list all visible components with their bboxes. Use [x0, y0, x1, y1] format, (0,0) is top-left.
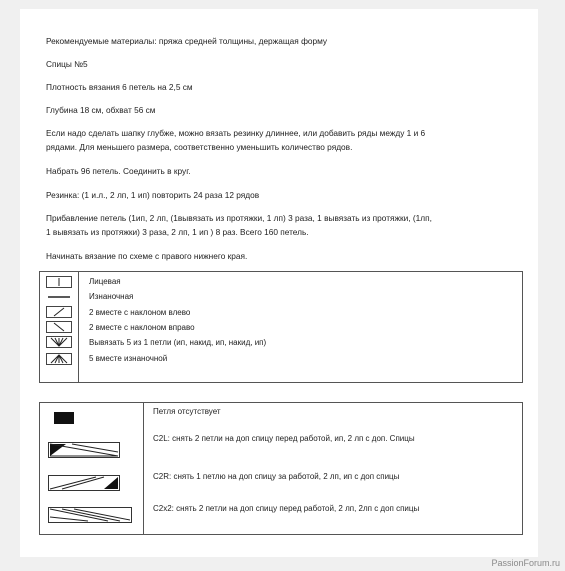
start-line: Начинать вязание по схеме с правого нижнего края.: [46, 251, 248, 261]
cast-on-line: Набрать 96 петель. Соединить в круг.: [46, 166, 191, 176]
c2r-label: C2R: снять 1 петлю на доп спицу за работой, 2 лп, ип с доп спицы: [153, 472, 400, 481]
purl-symbol-icon: [46, 291, 72, 303]
legend-purl: Изнаночная: [89, 292, 134, 301]
needles-line: Спицы №5: [46, 59, 88, 69]
legend-knit: Лицевая: [89, 277, 121, 286]
cable-legend: [39, 402, 523, 535]
c2r-cable-icon: [48, 475, 120, 491]
materials-line: Рекомендуемые материалы: пряжа средней толщины, держащая форму: [46, 36, 328, 46]
legend-five-from-one: Вывязать 5 из 1 петли (ип, накид, ип, накид, ип): [89, 338, 267, 347]
c2x2-cable-icon: [48, 507, 132, 523]
increase-line-1: Прибавление петель (1ип, 2 лп, (1вывязать из протяжки, 1 лп) 3 раза, 1 вывязать из протяжки, (1лп,: [46, 213, 432, 223]
five-from-one-symbol-icon: [46, 336, 72, 348]
increase-line-2: 1 вывязать из протяжки) 3 раза, 2 лп, 1 ип ) 8 раз. Всего 160 петель.: [46, 227, 309, 237]
c2l-label: C2L: снять 2 петли на доп спицу перед работой, ип, 2 лп с доп. Спицы: [153, 434, 415, 443]
legend-five-together-purl: 5 вместе изнаночной: [89, 354, 168, 363]
ribbing-line: Резинка: (1 и.л., 2 лп, 1 ип) повторить 24 раза 12 рядов: [46, 190, 260, 200]
k2tog-left-symbol-icon: [46, 306, 72, 318]
note-line-1: Если надо сделать шапку глубже, можно вязать резинку длиннее, или добавить ряды между 1 и 6: [46, 128, 426, 138]
c2l-cable-icon: [48, 442, 120, 458]
k2tog-right-symbol-icon: [46, 321, 72, 333]
knit-symbol-icon: [46, 276, 72, 288]
legend-k2tog-left: 2 вместе с наклоном влево: [89, 308, 191, 317]
size-line: Глубина 18 см, обхват 56 см: [46, 105, 156, 115]
watermark: PassionForum.ru: [491, 558, 560, 568]
no-stitch-icon: [54, 412, 74, 424]
legend-symbols-column: [40, 272, 79, 382]
c2x2-label: C2x2: снять 2 петли на доп спицу перед работой, 2 лп, 2лп с доп спицы: [153, 504, 420, 513]
five-together-purl-symbol-icon: [46, 353, 72, 365]
legend-k2tog-right: 2 вместе с наклоном вправо: [89, 323, 195, 332]
gauge-line: Плотность вязания 6 петель на 2,5 см: [46, 82, 193, 92]
note-line-2: рядами. Для меньшего размера, соответственно уменьшить количество рядов.: [46, 142, 353, 152]
no-stitch-label: Петля отсутствует: [153, 407, 221, 416]
stitch-legend: [39, 271, 523, 383]
cable-symbols-column: [40, 403, 144, 534]
